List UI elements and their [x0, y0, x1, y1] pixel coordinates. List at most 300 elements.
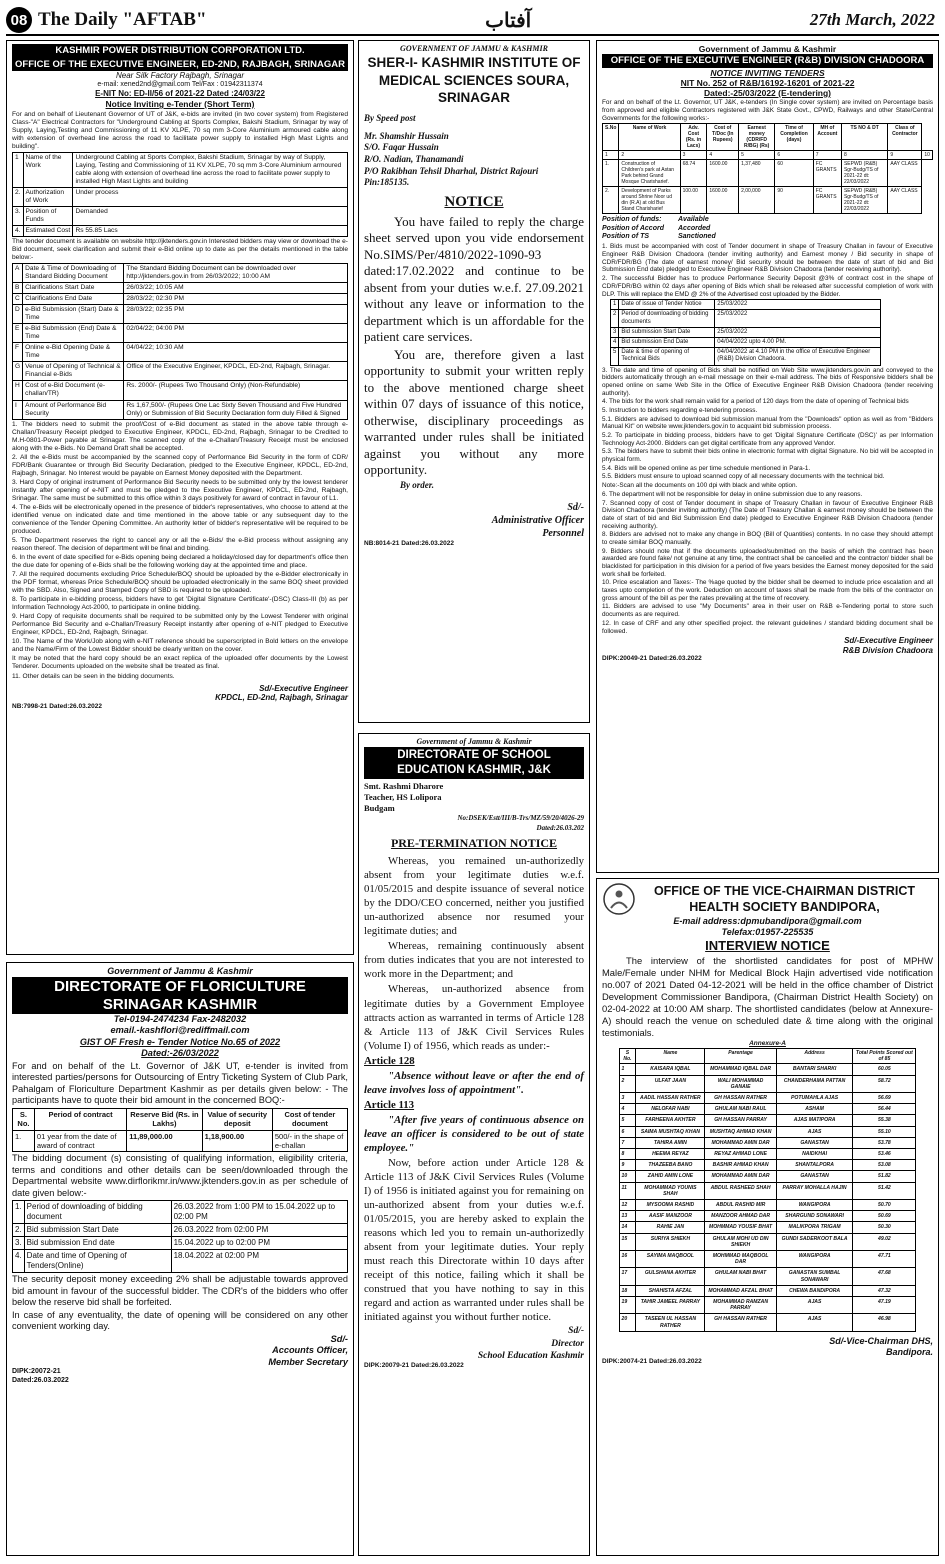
table-cell: I — [13, 400, 23, 419]
column-header: Class of Contractor — [888, 124, 922, 151]
table-cell: 1,18,900.00 — [202, 1130, 272, 1152]
table-cell: NAIDKHAI — [776, 1148, 852, 1159]
table-cell: GHULAM MOHI UD DIN SHIEKH — [705, 1233, 777, 1250]
table-cell: 51.82 — [853, 1171, 916, 1182]
dhs-sig1: Sd/-Vice-Chairman DHS, — [829, 1335, 933, 1346]
table-cell: 1 — [611, 300, 619, 310]
table-cell: Date & time of opening of Technical Bids — [619, 348, 715, 365]
table-cell: 6 — [619, 1126, 636, 1137]
table-cell: GUNDI SADERKOOT BALA — [776, 1233, 852, 1250]
nhm-logo-icon — [602, 882, 636, 916]
kpdcl-conditions — [12, 421, 348, 681]
table-cell: GH HASSAN RATHER — [705, 1092, 777, 1103]
condition-item: 1. The bidders need to submit the proof/Cost of e-Bid document as stated in the above table through e-Challan/Treasury Receipt pledged to Executive Engineer, KPDCL, ED-2nd, Rajbagh, Srinagar to be Credited to M.H-0801-Power payable at Srinagar. The scanned copy of the e-Challan/Treasury Receipt must be enclosed along with the e-Bids. No Demand Draft shall be accepted. — [12, 420, 348, 452]
table-cell: 26.03.2022 from 02:00 PM — [171, 1224, 347, 1237]
table-cell: 8 — [619, 1148, 636, 1159]
flori-boq-row — [13, 1130, 348, 1152]
school-a128-quote: "Absence without leave or after the end of leave involves loss of appointment". — [364, 1069, 584, 1096]
dhs-tel: Telefax:01957-225535 — [721, 926, 814, 937]
clause-item: 11. Bidders are advised to use "My Documents" area in their user on R&B e-Tendering portal to store such documents as are required. — [602, 603, 933, 619]
clause-item: 9. Bidders should note that if the documents uploaded/submitted on the basis of which the contract has been awarded are found fake/ not genuine at any time, the contract shall be cancelled and the contractor/ bidder shall be blacklisted for participation in this division for a period of five years besides the Earnest money deposited for the said work shall be forfeited. — [602, 547, 933, 578]
table-cell: Authorization of Work — [23, 187, 73, 206]
table-cell: ZAHID AMIN LONE — [636, 1171, 705, 1182]
table-cell: Period of downloading of bidding documents — [619, 310, 715, 327]
table-row — [13, 1237, 348, 1250]
school-title: DIRECTORATE OF SCHOOL EDUCATION KASHMIR, J&K — [364, 747, 584, 779]
table-cell: 2,00,000 — [739, 187, 775, 214]
school-sd: Sd/- — [568, 1326, 584, 1337]
table-cell: SAIMA MUSHTAQ KHAN — [636, 1126, 705, 1137]
column-header: Parentage — [705, 1048, 777, 1063]
table-cell: 26/03/22; 10:05 AM — [124, 283, 348, 294]
dhs-email: E-mail address:dpmubandipora@gmail.com — [673, 916, 862, 926]
table-cell: WANGIPORA — [776, 1199, 852, 1210]
table-cell: AJAS MATIPORA — [776, 1115, 852, 1126]
table-cell: 7 — [619, 1137, 636, 1148]
table-row — [13, 283, 348, 294]
clause-item: 12. In case of CRF and any other specified project. the relevant guidelines / standard bidding document shall be followed. — [602, 619, 933, 635]
table-cell: 4 — [619, 1104, 636, 1115]
school-notice-ad — [358, 733, 590, 1556]
condition-item: 5. The Department reserves the right to cancel any or all the e-Bids/ the e-Bid process without assigning any reason thereof. The decision of department will be final and binding. — [12, 537, 348, 553]
table-row — [611, 348, 881, 365]
table-cell: 47.32 — [853, 1285, 916, 1296]
table-cell: AAY CLASS — [888, 187, 922, 214]
table-cell: 50.69 — [853, 1211, 916, 1222]
table-cell: F — [13, 343, 23, 362]
condition-item: 9. Hard Copy of requisite documents shall be required to be submitted only by the Lowest Tenderer with original Performance Bid Security and e-Challan/Treasury Receipt instantly after opening of e-NIT pledged to Executive Engineer, KPDCL, ED-2nd, Rajbagh, Srinagar. — [12, 613, 348, 637]
kpdcl-nb: NB:7998-21 Dated:26.03.2022 — [12, 703, 102, 711]
table-cell: Period of downloading of bidding document — [24, 1201, 171, 1224]
table-cell: Date of issue of Tender Notice — [619, 300, 715, 310]
flori-gist: GIST OF Fresh e- Tender Notice No.65 of 2022 — [79, 1036, 281, 1047]
clause-item: 7. Scanned copy of cost of Tender document in shape of Treasury Challan in favour of Executive Engineer R&B Division Chadoora (tender inviting authority) (The Date of Treasury Challan & earnest money should be between the date of start of bid and Bid Submission End date) pledged to Executive Engineer R&B Division Chadoora (tender receiving authority). — [602, 499, 933, 530]
table-cell: PARRAY MOHALLA HAJIN — [776, 1182, 852, 1199]
table-cell: 14 — [619, 1222, 636, 1233]
skims-para1: You have failed to reply the charge sheet served upon you vide endorsement No.SIMS/Per/4810/2022-1090-93 dated:17.02.2022 and continue to be absent from your duties w.e.f. 27.09.2021 without any leave or information to the department which is un affordable for the patient care services. — [364, 213, 584, 345]
table-cell: 25/03/2022 — [715, 327, 881, 337]
ads-area — [6, 40, 939, 1556]
table-cell: 50.70 — [853, 1199, 916, 1210]
table-cell: 20 — [619, 1314, 636, 1331]
position-label: Position of funds: — [602, 216, 662, 224]
table-cell: POTUMAHLA AJAS — [776, 1092, 852, 1103]
table-cell: 4. — [13, 225, 24, 236]
table-cell: 26.03.2022 from 1:00 PM to 15.04.2022 up to 02:00 PM — [171, 1201, 347, 1224]
table-cell: Development of Parks around Shrine Noor ud din (R.A) at old Bus Stand Charisharief — [619, 187, 680, 214]
rb-dipk: DIPK:20049-21 Dated:26.03.2022 — [602, 655, 702, 663]
table-row — [619, 1064, 916, 1075]
table-cell: 53.46 — [853, 1148, 916, 1159]
rb-sig2: R&B Division Chadoora — [842, 645, 933, 655]
table-cell: 500/- in the shape of e-challan — [272, 1130, 347, 1152]
table-cell: e-Bid Submission (Start) Date & Time — [23, 305, 124, 324]
table-cell: 1. — [603, 160, 619, 187]
clause-item: Note:-Scan all the documents on 100 dpi with black and white option. — [602, 482, 798, 490]
clause-item: 5.4. Bids will be opened online as per time schedule mentioned in Para-1. — [602, 464, 811, 472]
table-cell: RAHIE JAN — [636, 1222, 705, 1233]
flori-bidding-text: The bidding document (s) consisting of qualifying information, eligibility criteria, terms and conditions and other details can be seen/downloaded through the Departmental website www.dirflorikmr.in/www.jktenders.gov.in as per schedule of date given below:- — [12, 1153, 348, 1198]
rb-positions — [602, 216, 933, 241]
table-cell: 28/03/22; 02:30 PM — [124, 294, 348, 305]
table-cell: 04/04/2022 at 4.10 PM in the office of Executive Engineer (R&B) Division Chadoora. — [715, 348, 881, 365]
kpdcl-intro: For and on behalf of Lieutenant Governor of UT of J&K, e-bids are invited (in two cover system) from Registered Class-"A" Electrical Contractors for "Underground Cabling at Sports Complex, Bakshi Stadium, Srinagar by way of Supply, Laying,Testing and Commissioning of 11 KV XLPE, 70 sq mm 3-Core Aluminium armoured cable along with extension of overhead line across the road to facilitate power supply to installed High Mast Lights and building". — [12, 110, 348, 150]
table-cell: Demanded — [73, 206, 348, 225]
table-cell: 2 — [619, 1075, 636, 1092]
flori-dipk: DIPK:20072-21 — [12, 1368, 61, 1376]
condition-item: 4. The e-Bids will be electronically opened in the presence of bidder's representatives, who choose to attend at the identified venue on indicated date and time mentioned in the above table or any subsequent day to the convenience of the Tender Opening Committee. An authority letter of bidder's representative will be required to be produced. — [12, 503, 348, 535]
flori-security: The security deposit money exceeding 2% shall be adjustable towards approved bid amount in favour of the successful bidder. The CDR's of the bidders who offer below the reserve bid shall be forfeited. — [12, 1274, 348, 1308]
table-cell: 3. — [13, 1237, 25, 1250]
table-cell: KAISARA IQBAL — [636, 1064, 705, 1075]
table-cell: The Standard Bidding Document can be downloaded over http://jktenders.gov.in from 26/03/2022; 10:00 AM — [124, 264, 348, 283]
table-cell: FC GRANTS — [813, 160, 841, 187]
skims-notice-heading: NOTICE — [444, 194, 504, 211]
table-cell: 19 — [619, 1297, 636, 1314]
table-cell: Name of the Work — [23, 152, 73, 187]
skims-sig1: Administrative Officer — [491, 515, 584, 527]
table-row — [611, 310, 881, 327]
table-cell: 5 — [619, 1115, 636, 1126]
table-row — [619, 1104, 916, 1115]
dhs-title: OFFICE OF THE VICE-CHAIRMAN DISTRICT HEALTH SOCIETY BANDIPORA, — [653, 883, 916, 914]
clause-item: 4. The bids for the work shall remain valid for a period of 120 days from the date of opening of Technical bids — [602, 398, 909, 406]
column-header: Period of contract — [34, 1108, 126, 1130]
table-cell: 56.44 — [853, 1104, 916, 1115]
masthead — [6, 6, 939, 36]
table-cell: 1. — [13, 1201, 25, 1224]
table-cell: 68.74 — [680, 160, 707, 187]
table-cell: 55.38 — [853, 1115, 916, 1126]
flori-title: DIRECTORATE OF FLORICULTURE SRINAGAR KASHMIR — [12, 977, 348, 1014]
address-line: Mr. Shamshir Hussain — [364, 130, 449, 141]
rb-signature — [602, 636, 933, 655]
table-row — [13, 381, 348, 400]
table-cell: AADIL HASSAN RATHER — [636, 1092, 705, 1103]
table-cell: 5 — [611, 348, 619, 365]
flori-sig1: Accounts Officer, — [272, 1345, 348, 1356]
skims-title: SHER-I- KASHMIR INSTITUTE OF MEDICAL SCIENCES SOURA, SRINAGAR — [367, 55, 581, 106]
dhs-sig2: Bandipora. — [885, 1346, 933, 1357]
skims-order: By order. — [400, 479, 435, 490]
rb-chadoora-tender-ad — [596, 40, 939, 873]
table-cell: 02/04/22; 04:00 PM — [124, 324, 348, 343]
table-cell: 6 — [775, 151, 813, 160]
table-row — [13, 305, 348, 324]
page-number: 08 — [6, 7, 32, 33]
table-cell: 8 — [841, 151, 887, 160]
column-header: Adv. Cost (Rs. in Lacs) — [680, 124, 707, 151]
column-header: Address — [776, 1048, 852, 1063]
table-cell: 17 — [619, 1268, 636, 1285]
table-row — [619, 1092, 916, 1103]
school-heading: PRE-TERMINATION NOTICE — [390, 835, 558, 850]
table-cell: 4 — [611, 337, 619, 347]
table-cell: Bid submission End Date — [619, 337, 715, 347]
table-row — [619, 1148, 916, 1159]
table-cell: 2. — [603, 187, 619, 214]
table-cell: Bid submission Start Date — [619, 327, 715, 337]
kpdcl-sig-line2: KPDCL, ED-2nd, Rajbagh, Srinagar — [215, 693, 348, 703]
table-cell: GULSHANA AKHTER — [636, 1268, 705, 1285]
rb-p2: 2. The successful Bidder has to produce Performance Security Deposit @3% of contract cost in the shape of CDR/FDR/BG within 02 days after opening of Bids which shall be released after successful completion of work with DLP. This will replace the EMD @ 2% of the Advertised cost uploaded by the Bidder. — [602, 275, 933, 298]
table-cell: 2 — [619, 151, 680, 160]
table-row — [619, 1137, 916, 1148]
school-signature — [364, 1325, 584, 1362]
table-row — [619, 1182, 916, 1199]
column-header: Cost of tender document — [272, 1108, 347, 1130]
table-cell: Estimated Cost — [23, 225, 73, 236]
table-cell: Online e-Bid Opening Date & Time — [23, 343, 124, 362]
flori-intro: For and on behalf of the Lt. Governor of J&K UT, e-tender is invited from interested parties/persons for Outsourcing of Entry Ticketing System of Club Park, Pahalgam of Floriculture Department Kashmir as per details given below: - The participants have to quote their bid amount in the concerned BOQ:- — [12, 1060, 348, 1106]
table-cell: 10 — [922, 151, 933, 160]
table-cell: AJAS — [776, 1126, 852, 1137]
kpdcl-office: OFFICE OF THE EXECUTIVE ENGINEER, ED-2ND, RAJBAGH, SRINAGAR — [12, 58, 348, 72]
clause-item: 5.1. Bidders are advised to download bid submission manual from the "Downloads" option as well as from "Bidders Manual Kit" on website www.jktenders.gov.in to acquaint bid submission process. — [602, 415, 933, 431]
table-cell: 1 — [603, 151, 619, 160]
flori-boq-head — [13, 1108, 348, 1130]
table-cell: Construction of Children's park at Astan Park behind Grand Mosque Charisharief. — [619, 160, 680, 187]
table-cell: FARHEENA AKHTER — [636, 1115, 705, 1126]
skims-para2: You are, therefore given a last opportunity to submit your written reply to the above mentioned charge sheet within 07 days of issuance of this notice, otherwise, disciplinary proceedings as warranted under rules shall be initiated against you without any more opportunity. — [364, 346, 584, 478]
kpdcl-enit: E-NIT No: ED-II/56 of 2021-22 Dated :24/03/22 — [95, 89, 265, 99]
table-row — [13, 152, 348, 187]
school-dipk: DIPK:20079-21 Dated:26.03.2022 — [364, 1362, 464, 1370]
table-cell: 3 — [680, 151, 707, 160]
floriculture-tender-ad — [6, 962, 354, 1556]
table-cell: GHULAM NABI RAUL — [705, 1104, 777, 1115]
table-cell: SURIYA SHIEKH — [636, 1233, 705, 1250]
table-cell: 60 — [775, 160, 813, 187]
table-cell: TAHIRA AMIN — [636, 1137, 705, 1148]
table-cell: 4. — [13, 1250, 25, 1273]
clause-item: 3. The date and time of opening of Bids shall be notified on Web Site www.jktenders.gov.in and conveyed to the bidders automatically through an e-mail message on their e-mail address. The bids of Responsive bidders shall be opened online on same Web Site in the Office of Executive Engineer R&B Division Chadoora (tender receiving authority). — [602, 366, 933, 397]
table-cell: SEPWD (R&B) Sgr-Budg/TS of 2021-22 dt: 22/03/2022 — [841, 160, 887, 187]
kpdcl-sig-line1: Sd/-Executive Engineer — [259, 683, 348, 693]
table-cell: MOHAMMAD AFZAL BHAT — [705, 1285, 777, 1296]
table-row — [619, 1314, 916, 1331]
column-header: Time of Completion (days) — [775, 124, 813, 151]
flori-dated: Dated:-26/03/2022 — [141, 1048, 219, 1059]
table-cell: e-Bid Submission (End) Date & Time — [23, 324, 124, 343]
table-cell: SEPWD (R&B) Sgr-Budg/TS of 2021-22 dt: 22/03/2022 — [841, 187, 887, 214]
table-cell: Underground Cabling at Sports Complex, Bakshi Stadium, Srinagar by way of Supply, Laying, Testing and Commissioning of 11 KV XLPE, 70 sq mm 3-Core Aluminium armoured cable along with extension of overhead line across the road to facilitate power supply to installed High Mast Lights and building — [73, 152, 348, 187]
table-cell: SAYIMA MAQBOOL — [636, 1251, 705, 1268]
dhs-interview-ad — [596, 878, 939, 1556]
table-cell: 16 — [619, 1251, 636, 1268]
table-row — [619, 1115, 916, 1126]
table-cell: D — [13, 305, 23, 324]
rb-nit: NIT No. 252 of R&B/16192-16201 of 2021-22 — [680, 77, 855, 88]
address-line: Budgam — [364, 803, 395, 814]
clause-item: 5.2. To participate in bidding process, bidders have to get 'Digital Signature Certificate (DSC)' as per Information Technology Act-2000. Bidders can get digital certificate from any approved Vendor. — [602, 432, 933, 447]
school-p4: Now, before action under Article 128 & Article 113 of J&K Civil Services Rules (Volume I) of 1956 is initiated against you for remaining on un-authorized absent from your duties w.e.f. 01/05/2015, you are hereby asked to explain the reasons which led you to remain un-authorizedly absent from your legitimate duties. Your reply must reach this Directorate within 10 days after receipt of this notice, failing which it shall be construed that you have nothing to say in this regard and action as warranted under rules shall be initiated against you without further notice. — [364, 1156, 584, 1324]
table-cell: CHANDERHAMA PATTAN — [776, 1075, 852, 1092]
table-cell: 5 — [739, 151, 775, 160]
clause-item: 5. Instruction to bidders regarding e-tendering process. — [602, 406, 758, 414]
table-row — [611, 337, 881, 347]
kpdcl-contact: e-mail: xened2nd@gmail.com Tel/Fax : 01942311374 — [97, 80, 263, 88]
table-cell: MUSHTAQ AHMAD KHAN — [705, 1126, 777, 1137]
school-dated: Dated:26.03.202 — [536, 823, 584, 832]
position-label: Position of TS — [602, 232, 650, 240]
rb-intro: For and on behalf of the Lt. Governor, UT J&K, e-tenders (In Single cover system) are invited on Percentage basis from approved and eligible Contractors registered with J&K State Govt., CPWD, Railways and other State/Central Governments for the following works:- — [602, 99, 933, 122]
table-cell: REYAZ AHMAD LONE — [705, 1148, 777, 1159]
table-cell: 2. — [13, 187, 24, 206]
flori-signature — [12, 1334, 348, 1369]
table-cell: Position of Funds — [23, 206, 73, 225]
table-cell: 25/03/2022 — [715, 300, 881, 310]
skims-post: By Speed post — [364, 113, 416, 124]
table-cell: 1600.00 — [707, 160, 739, 187]
table-cell: 46.98 — [853, 1314, 916, 1331]
table-cell: 50.30 — [853, 1222, 916, 1233]
flori-boq-table — [12, 1108, 348, 1153]
table-cell: SHANTALPORA — [776, 1160, 852, 1171]
kpdcl-work-table — [12, 152, 348, 237]
condition-item: 3. Hard Copy of original instrument of Performance Bid Security needs to be submitted only by the lowest tenderer instantly after opening of e-NIT and must be pledged to the Executive Engineer, KPDCL, ED-2nd, Rajbagh, Srinagar. The same must be submitted to this office within 3 days positively for award of contract in favour of L1. — [12, 478, 348, 502]
table-cell: 3 — [619, 1092, 636, 1103]
table-cell: C — [13, 294, 23, 305]
table-cell: 90 — [775, 187, 813, 214]
table-cell: 01 year from the date of award of contract — [34, 1130, 126, 1152]
table-row — [611, 327, 881, 337]
table-cell: 100.00 — [680, 187, 707, 214]
kpdcl-tender-ad — [6, 40, 354, 955]
dhs-body: The interview of the shortlisted candidates for post of MPHW Male/Female under NHM for Medical Block Hajin advertised vide notification no.007 of 2021 Dated 04-12-2021 will be held in the office chamber of District Development Commissioner Bandipora, (Chairman District Health Society) on 02-04-2022 at 10:00 AM sharp. The shortlisted candidates (below at Annexure-A) should reach the venue on scheduled date & time along with the original testimonials. — [602, 954, 933, 1038]
table-row — [619, 1268, 916, 1285]
kpdcl-title: Notice Inviting e-Tender (Short Term) — [105, 99, 255, 110]
table-cell: 2 — [611, 310, 619, 327]
school-sig2: School Education Kashmir — [477, 1350, 584, 1361]
column-header: Cost of T/Doc (In Rupees) — [707, 124, 739, 151]
address-line: S/O. Faqar Hussain — [364, 142, 439, 153]
table-cell: Rs. 2000/- (Rupees Two Thousand Only) (Non-Refundable) — [124, 381, 348, 400]
skims-sig2: Personnel — [542, 528, 584, 540]
table-row — [611, 300, 881, 310]
table-cell: ABDUL RASHEED SHAH — [705, 1182, 777, 1199]
table-cell: Amount of Performance Bid Security — [23, 400, 124, 419]
rb-clauses — [602, 367, 933, 636]
dhs-signature — [602, 1336, 933, 1358]
table-cell: MANZOOR AHMAD DAR — [705, 1211, 777, 1222]
table-row — [619, 1251, 916, 1268]
column-header: TS NO & DT — [841, 124, 887, 151]
paper-name: The Daily "AFTAB" — [38, 9, 207, 30]
rb-p1: 1. Bids must be accompanied with cost of Tender document in shape of Treasury Challan in favour of Executive Engineer R&B Division Chadoora (tender inviting authority) and Earnest money / Bid security in shape of CDR/FDR/BG (The date of earnest money/ Bid security should be between the date of start of bid and Bid Submission End date) pledged to Executive Engineer R&B Division Chadoora (tender receiving authority). — [602, 243, 933, 274]
table-cell: 18.04.2022 at 02:00 PM — [171, 1250, 347, 1273]
condition-item: 2. All the e-Bids must be accompanied by the scanned copy of Performance Bid Security in the form of CDR/ FDR/Bank Guarantee or through Bid Security Declaration, pledged to the Executive Engineer, KPDCL, ED-2nd, Rajbagh, Srinagar. No Interest would be payable on Earnest Money deposited with the Department. — [12, 453, 348, 477]
table-cell: MOHAMMAD YOUNIS SHAH — [636, 1182, 705, 1199]
position-line — [602, 216, 933, 224]
column-header: Total Points Scored out of 85 — [853, 1048, 916, 1063]
table-cell: 1. — [13, 1130, 35, 1152]
table-cell: Rs 55.85 Lacs — [73, 225, 348, 236]
table-cell: TASEEN UL HASSAN RATHER — [636, 1314, 705, 1331]
table-row — [13, 400, 348, 419]
table-row — [13, 1250, 348, 1273]
condition-item: 6. In the event of date specified for e-Bids opening being declared a holiday/closed day for department's office then the due date for opening of e-Bids shall be the following working day at the appointed time and place. — [12, 554, 348, 570]
table-header-row — [619, 1048, 916, 1063]
table-cell: MOHAMMAD AMIN DAR — [705, 1137, 777, 1148]
table-cell: E — [13, 324, 23, 343]
skims-nb: NB:8014-21 Dated:26.03.2022 — [364, 540, 454, 548]
table-cell: MOHMMAD MAQBOOL DAR — [705, 1251, 777, 1268]
table-cell: 9 — [619, 1160, 636, 1171]
address-line: Smt. Rashmi Dharore — [364, 781, 444, 792]
table-number-row — [603, 151, 933, 160]
table-cell: FC GRANTS — [813, 187, 841, 214]
rb-gov: Government of Jammu & Kashmir — [698, 44, 837, 54]
table-cell: CHEWA BANDIPORA — [776, 1285, 852, 1296]
table-cell: 49.02 — [853, 1233, 916, 1250]
table-cell: Date & Time of Downloading of Standard Bidding Document — [23, 264, 124, 283]
table-cell: 12 — [619, 1199, 636, 1210]
school-p3: Whereas, un-authorized absence from legitimate duties by a Government Employee attracts action as warranted in terms of Article 128 & Article 113 of J&K Civil Services Rules (Volume I) of 1956, which reads as under:- — [364, 983, 584, 1052]
position-value: Accorded — [678, 224, 711, 232]
condition-item: 11. Other details can be seen in the bidding documents. — [12, 672, 175, 680]
column-header: Value of security deposit — [202, 1108, 272, 1130]
table-cell: 1 — [13, 152, 24, 187]
table-row — [13, 294, 348, 305]
flori-dated2: Dated:26.03.2022 — [12, 1377, 69, 1384]
rb-dates-table — [610, 299, 881, 365]
table-cell: 47.71 — [853, 1251, 916, 1268]
table-row — [13, 1224, 348, 1237]
table-cell: 9 — [888, 151, 922, 160]
rb-works-table — [602, 123, 933, 214]
skims-notice-ad — [358, 40, 590, 723]
table-row — [619, 1233, 916, 1250]
school-a113-quote: "After five years of continuous absence on leave an officer is considered to be out of state employee." — [364, 1113, 584, 1154]
table-cell: AJAS — [776, 1314, 852, 1331]
dhs-header — [602, 882, 933, 916]
table-cell: GHULAM NABI BHAT — [705, 1268, 777, 1285]
table-cell: 58.72 — [853, 1075, 916, 1092]
flori-sd: Sd/- — [330, 1333, 348, 1344]
kpdcl-signature — [12, 684, 348, 704]
column-header: S.No — [603, 124, 619, 151]
table-cell: 04/04/2022 upto 4.00 PM. — [715, 337, 881, 347]
issue-date: 27th March, 2022 — [809, 10, 935, 29]
dhs-annexure: Annexure-A — [749, 1040, 786, 1048]
school-sig1: Director — [551, 1338, 584, 1349]
table-cell: 2. — [13, 1224, 25, 1237]
kpdcl-schedule-table — [12, 263, 348, 420]
table-cell: MOHAMMAD RAMZAN PARRAY — [705, 1297, 777, 1314]
column-header: Name of Work — [619, 124, 680, 151]
table-cell: AJAS — [776, 1297, 852, 1314]
dhs-dipk: DIPK:20074-21 Dated:26.03.2022 — [602, 1357, 702, 1365]
position-line — [602, 233, 933, 241]
table-cell: 7 — [813, 151, 841, 160]
table-row — [13, 206, 348, 225]
table-cell: ABDUL RASHID MIR — [705, 1199, 777, 1210]
kpdcl-address: Near Silk Factory Rajbagh, Srinagar — [115, 71, 245, 81]
table-cell: 15.04.2022 up to 02:00 PM — [171, 1237, 347, 1250]
table-cell: MALIKPORA TRIGAM — [776, 1222, 852, 1233]
column-header: MH of Account — [813, 124, 841, 151]
table-cell: 3. — [13, 206, 24, 225]
table-row — [13, 343, 348, 362]
rb-title: OFFICE OF THE EXECUTIVE ENGINEER (R&B) DIVISION CHADOORA — [602, 54, 933, 67]
table-cell: GH HASSAN RATHER — [705, 1314, 777, 1331]
table-cell: GANASTAN — [776, 1171, 852, 1182]
table-cell: Cost of e-Bid Document (e-challan/TR) — [23, 381, 124, 400]
flori-eventuality: In case of any eventuality, the date of opening will be considered on any other convenient working day. — [12, 1309, 348, 1332]
column-header: S No. — [619, 1048, 636, 1063]
address-line: Teacher, HS Lolipora — [364, 792, 442, 803]
